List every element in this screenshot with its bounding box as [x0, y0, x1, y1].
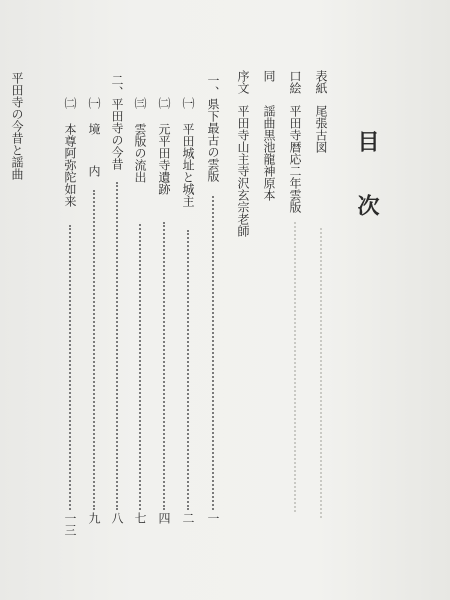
page-number-2: 八	[110, 512, 124, 524]
section-heading-1: 一、県下最古の雲版	[206, 74, 220, 182]
toc-title: 目次	[354, 130, 380, 258]
page-number-1: 一	[206, 512, 220, 524]
entry-1-1: ㈠ 平田城址と城主	[181, 97, 195, 207]
page-number-1-3: 七	[133, 512, 147, 524]
leader-dots-1-2	[163, 222, 167, 510]
front-label-3: 同	[262, 70, 276, 82]
page-number-2-2: 一三	[63, 512, 77, 536]
page-number-1-1: 二	[181, 512, 195, 524]
front-text-3: 謡曲黒池龍神原本	[262, 105, 276, 201]
section-heading-2: 二、平田寺の今昔	[110, 74, 124, 170]
leader-dots-faint-1	[320, 228, 324, 518]
entry-1-3: ㈢ 雲版の流出	[133, 97, 147, 183]
entry-2-1-label: ㈠ 境	[87, 97, 101, 135]
leader-dots-2-2	[69, 225, 73, 510]
leader-dots-1	[212, 196, 216, 510]
leader-dots-1-3	[139, 224, 143, 510]
front-text-1: 尾張古図	[314, 105, 328, 153]
front-text-2: 平田寺暦応二年雲版	[288, 105, 302, 213]
front-label-4: 序文	[236, 70, 250, 94]
front-text-4: 平田寺山主寺沢玄宗老師	[236, 105, 250, 237]
front-label-2: 口絵	[288, 70, 302, 94]
leader-dots-1-1	[187, 230, 191, 510]
leader-dots-faint-2	[294, 222, 298, 512]
running-header: 平田寺の今昔と謡曲	[10, 72, 24, 180]
entry-2-1-label-suffix: 内	[87, 165, 101, 177]
leader-dots-2-1	[93, 190, 97, 510]
front-label-1: 表紙	[314, 70, 328, 94]
page-number-2-1: 九	[87, 512, 101, 524]
page-number-1-2: 四	[157, 512, 171, 524]
leader-dots-2	[116, 182, 120, 510]
entry-1-2: ㈡ 元平田寺遺跡	[157, 97, 171, 195]
entry-2-2: ㈡ 本尊阿弥陀如来	[63, 97, 77, 207]
